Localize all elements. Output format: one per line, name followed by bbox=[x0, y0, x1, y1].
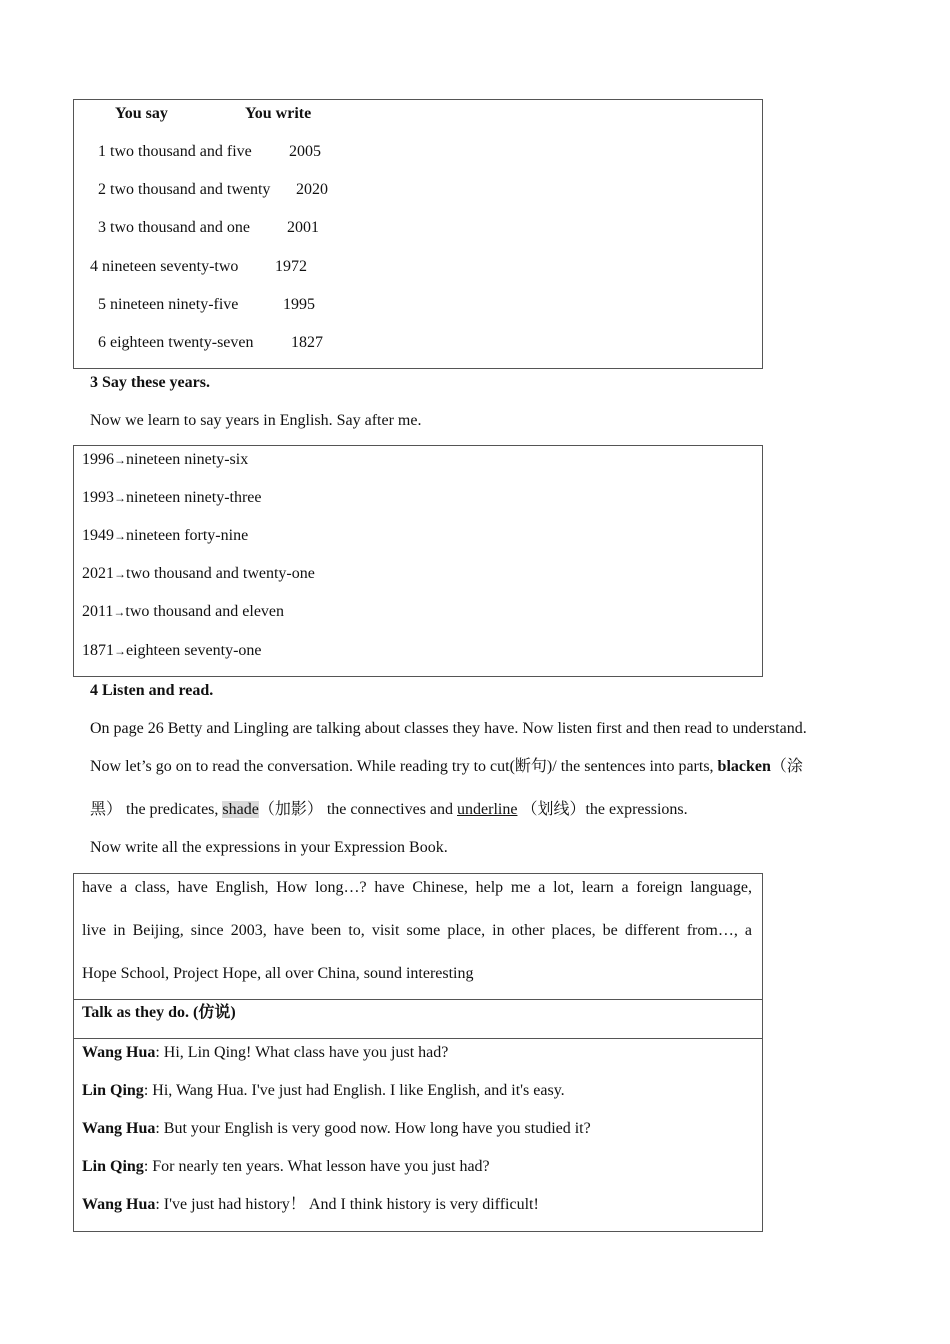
dialogue-line: Lin Qing: Hi, Wang Hua. I've just had English. I like English, and it's easy. bbox=[82, 1082, 565, 1099]
year-write: 1972 bbox=[275, 258, 307, 275]
section4-p3: 黑） the predicates, shade（加影） the connectives and underline （划线）the expressions. bbox=[90, 801, 688, 818]
arrow-icon: → bbox=[114, 529, 126, 543]
year-say: 1 two thousand and five bbox=[98, 143, 252, 160]
header-you-say: You say bbox=[115, 105, 168, 122]
arrow-icon: → bbox=[114, 453, 126, 467]
arrow-icon: → bbox=[113, 605, 126, 619]
year-write: 1827 bbox=[291, 334, 323, 351]
section4-p2: Now let’s go on to read the conversation. While reading try to cut(断句)/ the sentences into parts, blacken（涂 bbox=[90, 758, 803, 775]
year-say: 2 two thousand and twenty bbox=[98, 181, 271, 198]
year-item: 2021→two thousand and twenty-one bbox=[82, 565, 315, 582]
section3-intro: Now we learn to say years in English. Say after me. bbox=[90, 412, 422, 429]
year-item: 2011→two thousand and eleven bbox=[82, 603, 285, 620]
talk-title: Talk as they do. (仿说) bbox=[82, 1004, 236, 1021]
dialogue-line: Lin Qing: For nearly ten years. What lesson have you just had? bbox=[82, 1158, 490, 1175]
section4-p4: Now write all the expressions in your Expression Book. bbox=[90, 839, 448, 856]
year-write: 1995 bbox=[283, 296, 315, 313]
arrow-icon: → bbox=[114, 491, 126, 505]
year-say: 5 nineteen ninety-five bbox=[98, 296, 239, 313]
section4-p1: On page 26 Betty and Lingling are talking about classes they have. Now listen first and then read to understand. bbox=[90, 720, 807, 737]
section4-title: 4 Listen and read. bbox=[90, 682, 214, 699]
divider bbox=[73, 999, 763, 1000]
year-write: 2020 bbox=[296, 181, 328, 198]
year-item: 1949→nineteen forty-nine bbox=[82, 527, 249, 544]
year-write: 2005 bbox=[289, 143, 321, 160]
arrow-icon: → bbox=[114, 567, 126, 581]
expressions-line: live in Beijing, since 2003, have been to, visit some place, in other places, be different from…, a bbox=[82, 922, 752, 939]
arrow-icon: → bbox=[114, 644, 126, 658]
dialogue-line: Wang Hua: But your English is very good now. How long have you studied it? bbox=[82, 1120, 591, 1137]
year-item: 1871→eighteen seventy-one bbox=[82, 642, 262, 659]
year-say: 4 nineteen seventy-two bbox=[90, 258, 239, 275]
section3-title: 3 Say these years. bbox=[90, 374, 210, 391]
dialogue-line: Wang Hua: I've just had history！ And I think history is very difficult! bbox=[82, 1196, 539, 1213]
expressions-line: have a class, have English, How long…? have Chinese, help me a lot, learn a foreign language, bbox=[82, 879, 752, 896]
year-say: 6 eighteen twenty-seven bbox=[98, 334, 254, 351]
dialogue-line: Wang Hua: Hi, Lin Qing! What class have you just had? bbox=[82, 1044, 449, 1061]
year-item: 1996→nineteen ninety-six bbox=[82, 451, 249, 468]
divider bbox=[73, 1038, 763, 1039]
year-item: 1993→nineteen ninety-three bbox=[82, 489, 262, 506]
header-you-write: You write bbox=[245, 105, 312, 122]
year-say: 3 two thousand and one bbox=[98, 219, 250, 236]
year-write: 2001 bbox=[287, 219, 319, 236]
expressions-line: Hope School, Project Hope, all over China, sound interesting bbox=[82, 965, 474, 982]
